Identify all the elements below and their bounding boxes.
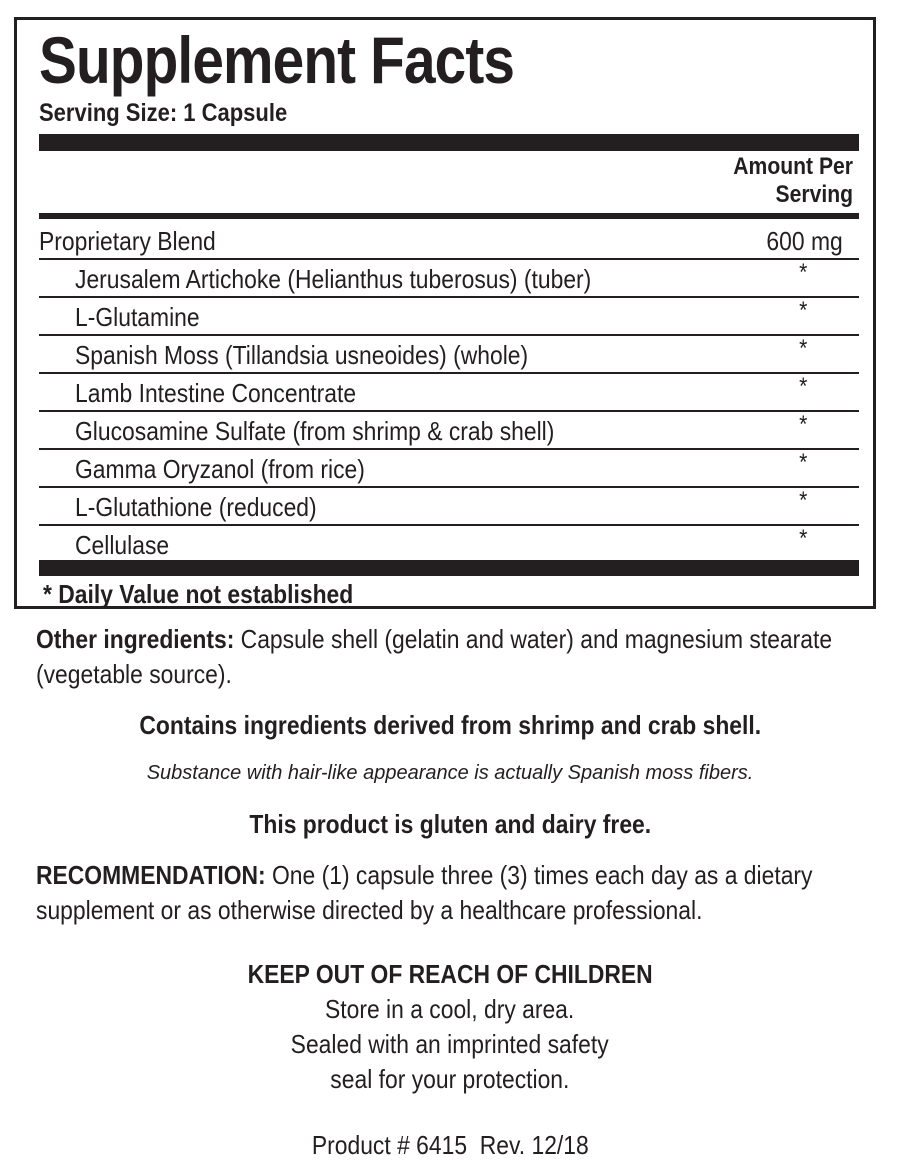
thick-divider-bottom — [39, 560, 859, 576]
warning-heading-text: KEEP OUT OF REACH OF CHILDREN — [247, 959, 653, 989]
supplement-facts-panel — [14, 17, 876, 609]
ingredient-row — [39, 488, 859, 526]
amount-header-line2: Serving — [775, 181, 853, 208]
ingredient-amount: * — [798, 525, 807, 552]
amount-per-serving-header — [693, 153, 853, 209]
ingredient-row — [39, 298, 859, 336]
storage-text: Sealed with an imprinted safety — [291, 1029, 609, 1059]
ingredient-row — [39, 412, 859, 450]
ingredient-amount: * — [798, 487, 807, 514]
moss-note-text: Substance with hair-like appearance is actually Spanish moss fibers. — [146, 762, 754, 784]
row-name: Proprietary Blend — [39, 226, 216, 256]
gluten-statement-text: This product is gluten and dairy free. — [249, 809, 651, 839]
ingredient-amount: * — [798, 335, 807, 362]
ingredient-name: Spanish Moss (Tillandsia usneoides) (whole) — [75, 340, 529, 370]
ingredient-name: L-Glutamine — [75, 302, 200, 332]
ingredient-amount: * — [798, 259, 807, 286]
allergen-statement — [0, 708, 900, 743]
storage-text: seal for your protection. — [330, 1064, 570, 1094]
product-code-text: Product # 6415 Rev. 12/18 — [311, 1130, 589, 1160]
other-ingredients — [36, 622, 863, 692]
other-ingredients-text: Capsule shell (gelatin and water) and magnesium stearate (vegetable source). — [36, 624, 833, 689]
thick-divider-middle — [39, 213, 859, 219]
row-amount: 600 mg — [766, 226, 843, 256]
moss-note — [0, 756, 900, 791]
recommendation — [36, 858, 863, 928]
other-ingredients-label: Other ingredients: — [36, 624, 235, 654]
amount-header-line1: Amount Per — [733, 153, 853, 180]
ingredient-row — [39, 336, 859, 374]
ingredient-row — [39, 450, 859, 488]
allergen-statement-text: Contains ingredients derived from shrimp and crab shell. — [139, 710, 761, 740]
proprietary-blend-row — [39, 222, 859, 260]
ingredient-amount: * — [798, 449, 807, 476]
panel-title: Supplement Facts — [39, 23, 515, 97]
ingredient-amount: * — [798, 297, 807, 324]
ingredient-amount: * — [798, 373, 807, 400]
recommendation-label: RECOMMENDATION: — [36, 860, 266, 890]
daily-value-footnote: * Daily Value not established — [43, 579, 354, 609]
ingredient-name: Lamb Intestine Concentrate — [75, 378, 357, 408]
serving-size: Serving Size: 1 Capsule — [39, 99, 288, 127]
ingredient-name: Gamma Oryzanol (from rice) — [75, 454, 365, 484]
ingredient-row — [39, 526, 859, 564]
storage-line-2 — [0, 1027, 900, 1062]
thick-divider-top — [39, 134, 859, 151]
storage-line-1 — [0, 992, 900, 1027]
ingredient-name: Jerusalem Artichoke (Helianthus tuberosus) (tuber) — [75, 264, 592, 294]
ingredient-name: Cellulase — [75, 530, 170, 560]
ingredient-row — [39, 260, 859, 298]
ingredient-amount: * — [798, 411, 807, 438]
warning-heading — [0, 957, 900, 992]
ingredient-row — [39, 374, 859, 412]
recommendation-text: One (1) capsule three (3) times each day as a dietary supplement or as otherwise directed by a healthcare professional. — [36, 860, 813, 925]
gluten-statement — [0, 807, 900, 842]
product-code — [0, 1128, 900, 1163]
storage-line-3 — [0, 1062, 900, 1097]
ingredient-name: Glucosamine Sulfate (from shrimp & crab shell) — [75, 416, 555, 446]
ingredient-name: L-Glutathione (reduced) — [75, 492, 317, 522]
storage-text: Store in a cool, dry area. — [325, 994, 575, 1024]
